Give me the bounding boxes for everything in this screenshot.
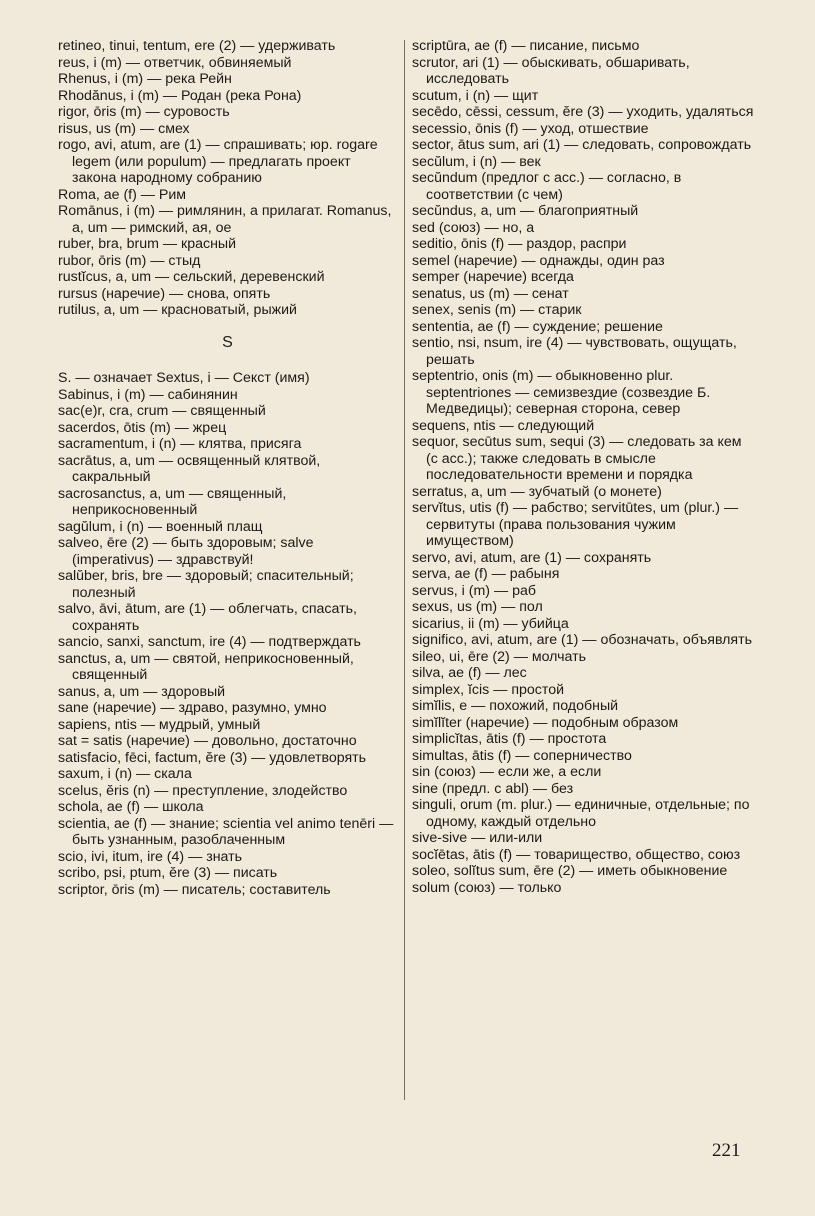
dictionary-entry: retineo, tinui, tentum, ere (2) — удерживать — [58, 38, 336, 54]
column-divider — [404, 40, 405, 1100]
dictionary-entry: rustĭcus, a, um — сельский, деревенский — [58, 269, 325, 285]
dictionary-entry: singuli, orum (m. plur.) — единичные, отдельные; по одному, каждый отдельно — [412, 797, 750, 830]
dictionary-entry: saxum, i (n) — скала — [58, 766, 192, 782]
dictionary-entry: Rhodănus, i (m) — Родан (река Рона) — [58, 87, 302, 104]
left-entries-r — [58, 38, 398, 319]
dictionary-entry: scrutor, ari (1) — обыскивать, обшаривать, исследовать — [412, 54, 690, 87]
dictionary-entry: simultas, ātis (f) — соперничество — [412, 747, 632, 764]
dictionary-entry: schola, ae (f) — школа — [58, 799, 204, 815]
dictionary-entry: sin (союз) — если же, а если — [412, 764, 602, 780]
dictionary-entry: Sabinus, i (m) — сабинянин — [58, 386, 238, 403]
right-entries — [412, 38, 757, 896]
dictionary-entry: S. — означает Sextus, i — Секст (имя) — [58, 370, 310, 386]
dictionary-entry: secessio, ōnis (f) — уход, отшествие — [412, 120, 649, 137]
dictionary-entry: sileo, ui, ēre (2) — молчать — [412, 648, 587, 665]
dictionary-entry: sacrātus, a, um — освященный клятвой, сакральный — [58, 452, 321, 485]
dictionary-entry: simĭlis, e — похожий, подобный — [412, 698, 619, 714]
dictionary-entry: seditio, ōnis (f) — раздор, распри — [412, 236, 627, 252]
dictionary-entry: rutilus, a, um — красноватый, рыжий — [58, 302, 297, 318]
dictionary-entry: semper (наречие) всегда — [412, 269, 574, 285]
dictionary-entry: sexus, us (m) — пол — [412, 599, 543, 615]
dictionary-entry: semel (наречие) — однажды, один раз — [412, 252, 665, 269]
dictionary-entry: socĭētas, ātis (f) — товарищество, общество, союз — [412, 846, 741, 863]
dictionary-entry: significo, avi, atum, are (1) — обозначать, объявлять — [412, 632, 753, 648]
dictionary-entry: servo, avi, atum, are (1) — сохранять — [412, 549, 652, 566]
dictionary-entry: secŭndus, a, um — благоприятный — [412, 203, 639, 219]
dictionary-entry: sacerdos, ōtis (m) — жрец — [58, 419, 227, 436]
dictionary-entry: Roma, ae (f) — Рим — [58, 186, 187, 203]
dictionary-entry: secŭlum, i (n) — век — [412, 153, 541, 170]
dictionary-entry: sector, ātus sum, ari (1) — следовать, сопровождать — [412, 137, 752, 153]
dictionary-entry: sententia, ae (f) — суждение; решение — [412, 318, 663, 335]
dictionary-entry: scutum, i (n) — щит — [412, 87, 539, 104]
dictionary-entry: scriptūra, ae (f) — писание, письмо — [412, 38, 640, 54]
dictionary-entry: sequens, ntis — следующий — [412, 417, 595, 434]
dictionary-entry: sive-sive — или-или — [412, 830, 543, 846]
dictionary-entry: secēdo, cēssi, cessum, ĕre (3) — уходить, удаляться — [412, 104, 754, 120]
dictionary-entry: sacramentum, i (n) — клятва, присяга — [58, 436, 302, 452]
dictionary-entry: risus, us (m) — смех — [58, 120, 190, 137]
dictionary-entry: soleo, solĭtus sum, ēre (2) — иметь обыкновение — [412, 863, 728, 879]
dictionary-entry: serratus, a, um — зубчатый (о монете) — [412, 483, 662, 500]
dictionary-entry: simplex, ĭcis — простой — [412, 681, 565, 698]
dictionary-entry: serva, ae (f) — рабыня — [412, 566, 560, 582]
dictionary-entry: salŭber, bris, bre — здоровый; спасительный; полезный — [58, 568, 354, 601]
dictionary-entry: solum (союз) — только — [412, 879, 562, 896]
dictionary-entry: salvo, āvi, ātum, are (1) — облегчать, спасать, сохранять — [58, 601, 357, 634]
dictionary-entry: simĭlĭter (наречие) — подобным образом — [412, 714, 679, 731]
dictionary-entry: sancio, sanxi, sanctum, ire (4) — подтверждать — [58, 634, 361, 650]
dictionary-entry: sine (предл. с abl) — без — [412, 780, 574, 797]
dictionary-entry: senex, senis (m) — старик — [412, 302, 582, 318]
dictionary-entry: Rhenus, i (m) — река Рейн — [58, 71, 232, 87]
dictionary-entry: sentio, nsi, nsum, ire (4) — чувствовать, ощущать, решать — [412, 335, 737, 368]
dictionary-entry: silva, ae (f) — лес — [412, 665, 527, 681]
dictionary-entry: sequor, secūtus sum, sequi (3) — следовать за кем (с acc.); также следовать в смысле последовательности времени и порядка — [412, 434, 742, 483]
page-number: 221 — [712, 1140, 741, 1161]
dictionary-entry: scriptor, ōris (m) — писатель; составитель — [58, 881, 331, 898]
dictionary-entry: reus, i (m) — ответчик, обвиняемый — [58, 54, 292, 71]
dictionary-entry: scientia, ae (f) — знание; scientia vel animo tenēri — быть узнанным, разоблаченным — [58, 815, 394, 848]
dictionary-entry: servĭtus, utis (f) — рабство; servitūtes, um (plur.) — сервитуты (права пользования чужим имуществом) — [412, 500, 739, 549]
dictionary-entry: sane (наречие) — здраво, разумно, умно — [58, 700, 327, 716]
dictionary-entry: sed (союз) — но, а — [412, 219, 535, 236]
left-column — [58, 38, 398, 898]
dictionary-entry: sac(e)r, cra, crum — священный — [58, 403, 266, 419]
dictionary-entry: scio, ivi, itum, ire (4) — знать — [58, 848, 243, 865]
dictionary-entry: rigor, ōris (m) — суровость — [58, 104, 230, 120]
dictionary-entry: sicarius, ii (m) — убийца — [412, 615, 569, 632]
dictionary-entry: rursus (наречие) — снова, опять — [58, 285, 271, 302]
dictionary-entry: sapiens, ntis — мудрый, умный — [58, 716, 261, 733]
dictionary-entry: servus, i (m) — раб — [412, 582, 537, 599]
dictionary-entry: scribo, psi, ptum, ĕre (3) — писать — [58, 865, 278, 881]
dictionary-entry: Romānus, i (m) — римлянин, а прилагат. Romanus, a, um — римский, ая, ое — [58, 203, 392, 236]
dictionary-entry: rogo, avi, atum, are (1) — спрашивать; юр. rogare legem (или populum) — предлагать проект закона народному собранию — [58, 137, 378, 186]
dictionary-entry: septentrio, onis (m) — обыкновенно plur. septentriones — семизвездие (созвездие Б. Медведицы); северная сторона, север — [412, 368, 711, 417]
dictionary-entry: scelus, ĕris (n) — преступление, злодейство — [58, 782, 348, 799]
dictionary-entry: satisfacio, fēci, factum, ĕre (3) — удовлетворять — [58, 749, 367, 766]
dictionary-entry: sagŭlum, i (n) — военный плащ — [58, 518, 263, 535]
dictionary-entry: rubor, ōris (m) — стыд — [58, 252, 201, 269]
dictionary-entry: secŭndum (предлог с acc.) — согласно, в соответствии (с чем) — [412, 170, 682, 203]
dictionary-entry: senatus, us (m) — сенат — [412, 285, 569, 302]
left-entries-s — [58, 370, 398, 898]
right-column — [412, 38, 757, 896]
dictionary-entry: simplicĭtas, ātis (f) — простота — [412, 731, 607, 747]
section-letter-heading: S — [222, 333, 234, 351]
dictionary-entry: sanctus, a, um — святой, неприкосновенный, священный — [58, 650, 354, 683]
dictionary-entry: ruber, bra, brum — красный — [58, 236, 237, 252]
dictionary-entry: sacrosanctus, a, um — священный, неприкосновенный — [58, 485, 287, 518]
dictionary-entry: sat = satis (наречие) — довольно, достаточно — [58, 733, 357, 749]
dictionary-entry: salveo, ēre (2) — быть здоровым; salve (imperativus) — здравствуй! — [58, 535, 314, 568]
dictionary-entry: sanus, a, um — здоровый — [58, 683, 226, 700]
